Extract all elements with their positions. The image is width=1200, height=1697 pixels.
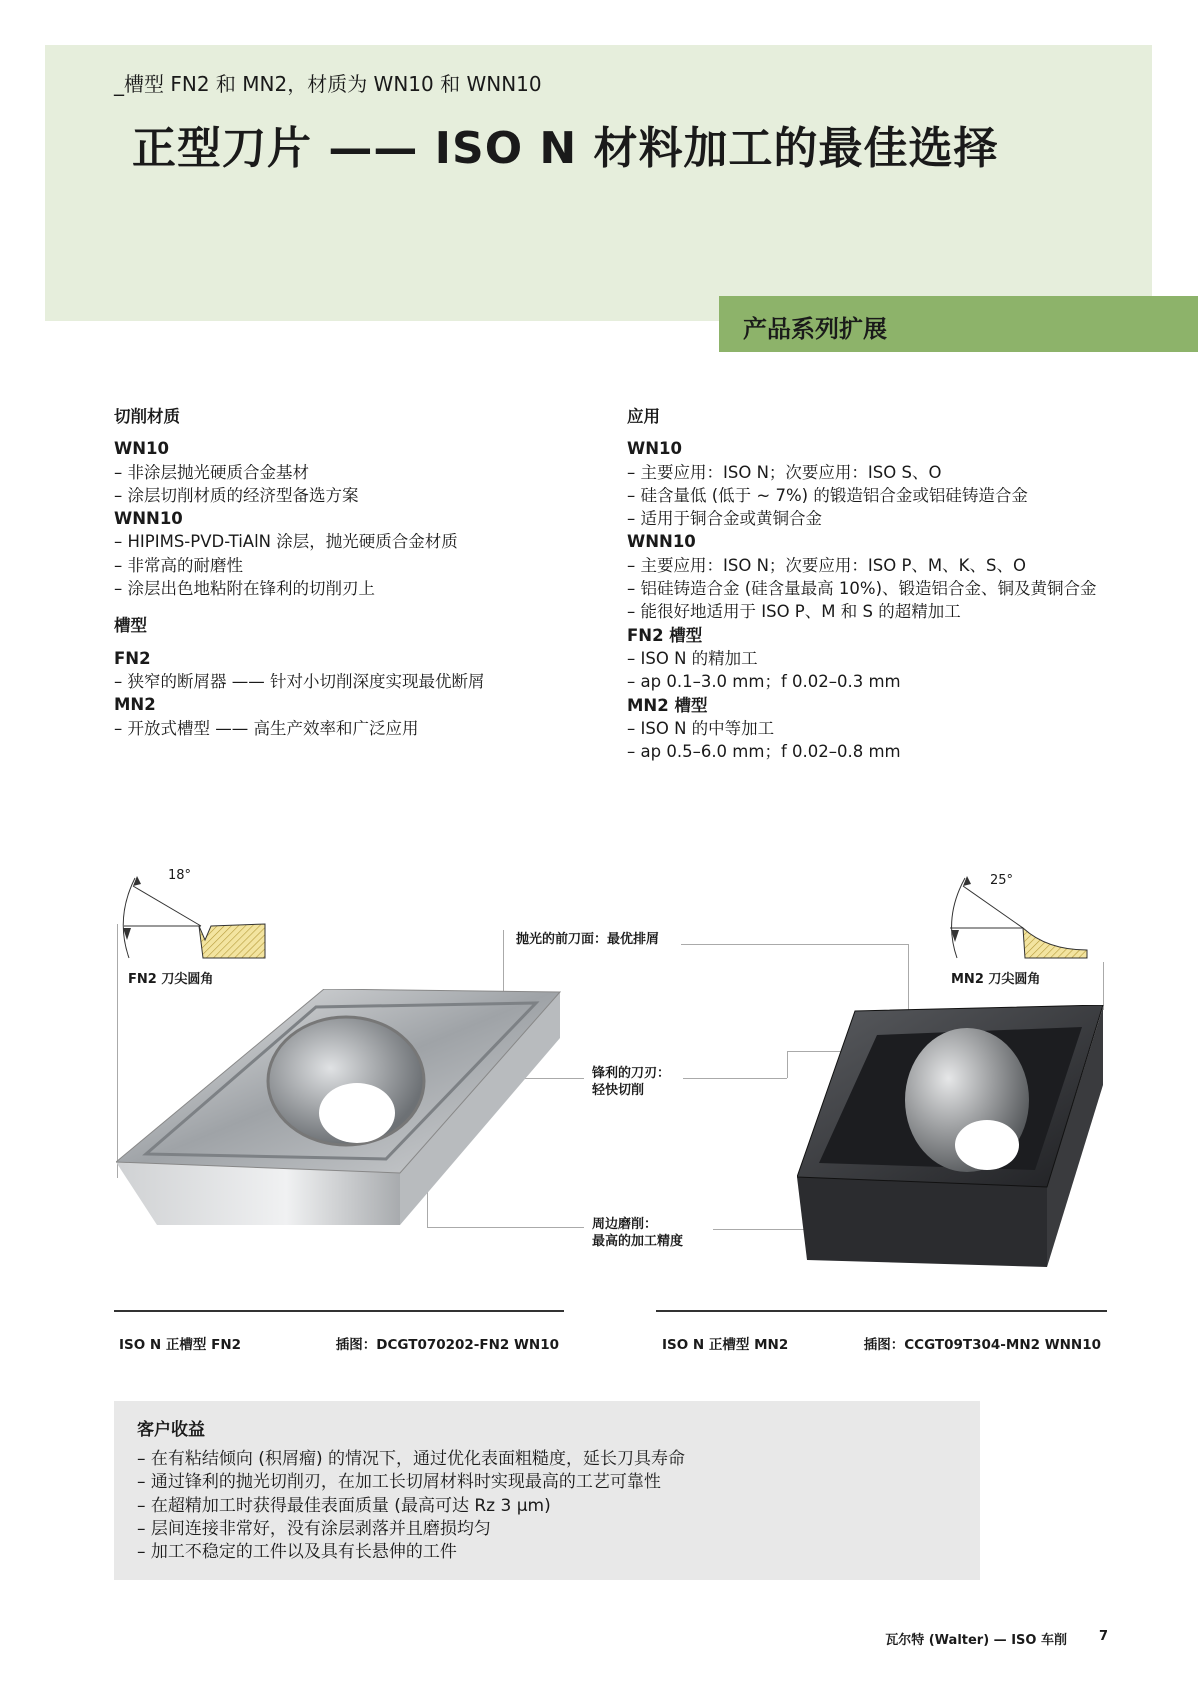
fn2-profile-diagram (119, 868, 269, 960)
list-item: – ISO N 的精加工 (627, 648, 758, 668)
callout-periphery-2: 最高的加工精度 (592, 1234, 684, 1249)
caption-divider (114, 1310, 564, 1312)
fn2-corner-label: FN2 刀尖圆角 (128, 972, 214, 987)
list-item: – 主要应用：ISO N；次要应用：ISO S、O (627, 462, 942, 482)
list-item: – 开放式槽型 —— 高生产效率和广泛应用 (114, 718, 419, 738)
right-column (627, 405, 1097, 763)
list-item: – ISO N 的中等加工 (627, 718, 775, 738)
list-item: – 在超精加工时获得最佳表面质量 (最高可达 Rz 3 μm) (137, 1495, 551, 1516)
list-item: – 铝硅铸造合金 (硅含量最高 10%)、锻造铝合金、铜及黄铜合金 (627, 579, 1097, 599)
list-item: – 硅含量低 (低于 ~ 7%) 的锻造铝合金或铝硅铸造合金 (627, 485, 1028, 505)
leader-line (1103, 962, 1104, 1010)
list-item: – 涂层切削材质的经济型备选方案 (114, 485, 359, 505)
mn2-angle-label: 25° (990, 873, 1014, 888)
leader-line (683, 1078, 787, 1079)
geometry-fn2: FN2 槽型 (627, 625, 703, 645)
heading-application: 应用 (627, 407, 660, 426)
list-item: – 层间连接非常好，没有涂层剥落并且磨损均匀 (137, 1518, 491, 1539)
list-item: – ap 0.5–6.0 mm；f 0.02–0.8 mm (627, 742, 901, 762)
list-item: – 主要应用：ISO N；次要应用：ISO P、M、K、S、O (627, 555, 1026, 575)
benefits-title: 客户收益 (137, 1420, 205, 1440)
mn2-profile-diagram (947, 870, 1097, 960)
grade-wnn10: WNN10 (627, 532, 696, 552)
page-title: 正型刀片 —— ISO N 材料加工的最佳选择 (132, 123, 999, 174)
mn2-corner-label: MN2 刀尖圆角 (951, 972, 1041, 987)
geometry-mn2: MN2 槽型 (627, 695, 708, 715)
section-tab: 产品系列扩展 (719, 296, 1198, 352)
caption-fn2: ISO N 正槽型 FN2 (119, 1337, 242, 1353)
grade-wn10: WN10 (627, 439, 682, 459)
page-subtitle: _槽型 FN2 和 MN2，材质为 WN10 和 WNN10 (114, 72, 542, 96)
caption-mn2: ISO N 正槽型 MN2 (662, 1337, 789, 1353)
list-item: – 狭窄的断屑器 —— 针对小切削深度实现最优断屑 (114, 671, 485, 691)
list-item: – 通过锋利的抛光切削刃，在加工长切屑材料时实现最高的工艺可靠性 (137, 1472, 661, 1493)
list-item: – 在有粘结倾向 (积屑瘤) 的情况下，通过优化表面粗糙度，延长刀具寿命 (137, 1449, 685, 1470)
callout-periphery: 周边磨削： (592, 1217, 658, 1232)
leader-line (681, 944, 908, 945)
list-item: – 能很好地适用于 ISO P、M 和 S 的超精加工 (627, 602, 961, 622)
footer-text: 瓦尔特 (Walter) — ISO 车削 (885, 1633, 1067, 1648)
left-column (114, 405, 594, 740)
mn2-insert-image (797, 1005, 1107, 1269)
grade-wnn10: WNN10 (114, 509, 183, 529)
caption-divider (656, 1310, 1107, 1312)
list-item: – 非涂层抛光硬质合金基材 (114, 462, 309, 482)
list-item: – ap 0.1–3.0 mm；f 0.02–0.3 mm (627, 672, 901, 692)
grade-wn10: WN10 (114, 439, 169, 459)
leader-line (908, 944, 909, 1010)
caption-fn2-image: 插图：DCGT070202-FN2 WN10 (335, 1337, 559, 1353)
list-item: – 涂层出色地粘附在锋利的切削刃上 (114, 579, 375, 599)
customer-benefits-box (114, 1401, 980, 1580)
list-item: – 非常高的耐磨性 (114, 555, 243, 575)
caption-mn2-image: 插图：CCGT09T304-MN2 WNN10 (863, 1337, 1101, 1353)
geometry-mn2: MN2 (114, 695, 156, 715)
fn2-insert-image (116, 989, 562, 1229)
leader-line (787, 1051, 788, 1078)
callout-sharp-edge-2: 轻快切削 (592, 1083, 645, 1098)
fn2-angle-label: 18° (168, 868, 192, 883)
geometry-fn2: FN2 (114, 648, 151, 668)
page-number: 7 (1099, 1629, 1109, 1644)
callout-sharp-edge: 锋利的刀刃： (592, 1066, 671, 1081)
list-item: – HIPIMS-PVD-TiAlN 涂层，抛光硬质合金材质 (114, 532, 458, 552)
heading-geometry: 槽型 (114, 616, 147, 636)
heading-cutting-material: 切削材质 (114, 407, 180, 426)
list-item: – 适用于铜合金或黄铜合金 (627, 509, 822, 529)
callout-rake-face: 抛光的前刀面：最优排屑 (516, 932, 660, 947)
list-item: – 加工不稳定的工件以及具有长悬伸的工件 (137, 1542, 457, 1563)
